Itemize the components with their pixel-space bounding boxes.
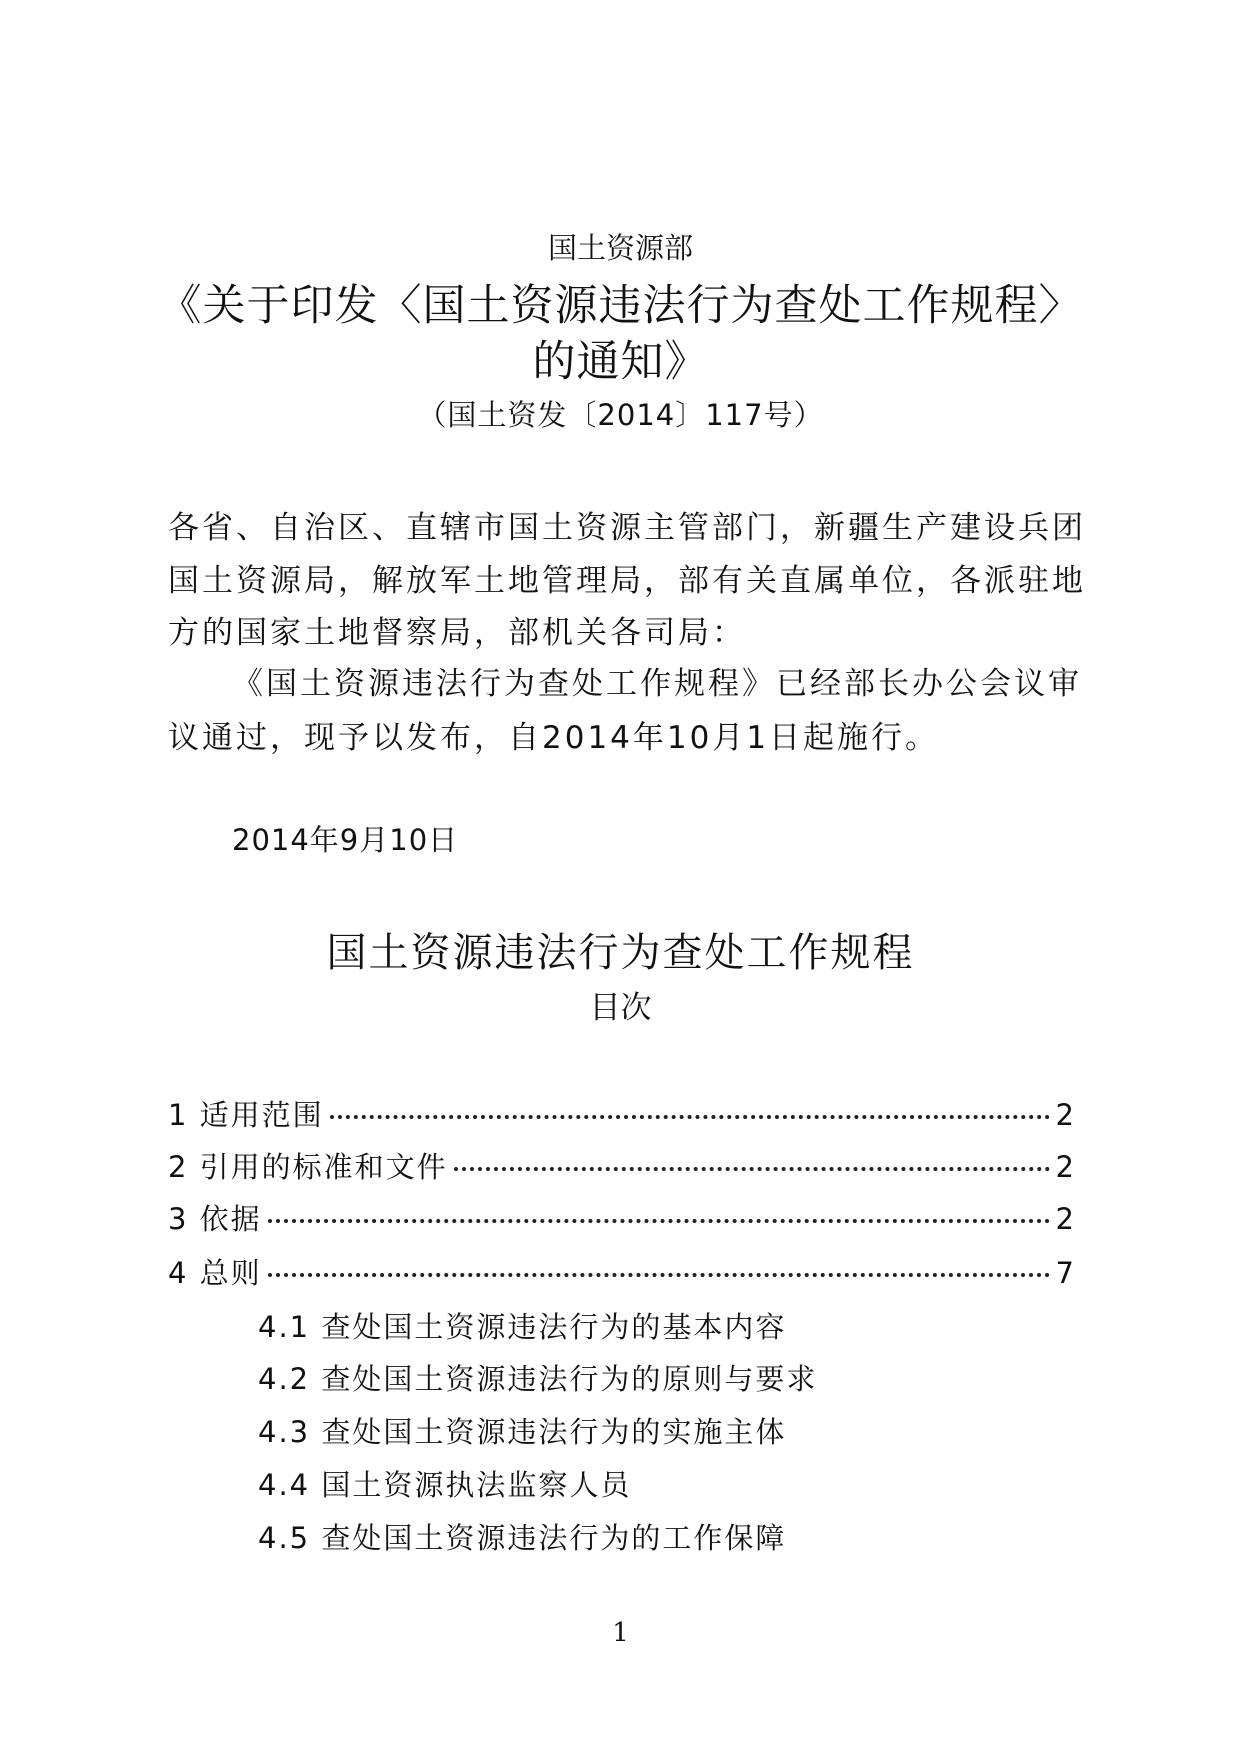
- issue-date: 2014年9月10日: [232, 823, 459, 857]
- toc-entry-label: 1 适用范围: [168, 1098, 324, 1132]
- addressee-line: 国土资源局，解放军土地管理局，部有关直属单位，各派驻地: [168, 563, 1086, 599]
- toc-subentry[interactable]: 4.3 查处国土资源违法行为的实施主体: [258, 1415, 787, 1449]
- toc-dot-leader: [330, 1115, 1050, 1119]
- toc-entry-page: 7: [1055, 1256, 1074, 1290]
- notice-title-line-2: 的通知》: [532, 337, 709, 387]
- toc-heading: 目次: [589, 990, 652, 1026]
- toc-entry[interactable]: [168, 1145, 1074, 1186]
- body-paragraph-line: 《国土资源违法行为查处工作规程》已经部长办公会议审: [232, 666, 1082, 702]
- toc-entry-label: 2 引用的标准和文件: [168, 1150, 448, 1184]
- regulation-title: 国土资源违法行为查处工作规程: [326, 930, 915, 976]
- toc-subentry[interactable]: 4.1 查处国土资源违法行为的基本内容: [258, 1310, 787, 1344]
- toc-subentry[interactable]: 4.5 查处国土资源违法行为的工作保障: [258, 1521, 787, 1555]
- toc-subentry[interactable]: 4.2 查处国土资源违法行为的原则与要求: [258, 1362, 818, 1396]
- notice-title-line-1: 《关于印发〈国土资源违法行为查处工作规程〉: [158, 281, 1083, 331]
- toc-entry[interactable]: [168, 1093, 1074, 1134]
- toc-entry-page: 2: [1055, 1202, 1074, 1236]
- toc-entry-label: 4 总则: [168, 1256, 262, 1290]
- page-number: 1: [612, 1618, 629, 1648]
- addressee-line: 方的国家土地督察局，部机关各司局：: [168, 615, 746, 651]
- body-paragraph-line: 议通过，现予以发布，自2014年10月1日起施行。: [168, 720, 940, 756]
- toc-entry-label: 3 依据: [168, 1202, 262, 1236]
- addressee-line: 各省、自治区、直辖市国土资源主管部门，新疆生产建设兵团: [168, 510, 1086, 546]
- toc-dot-leader: [268, 1219, 1050, 1223]
- document-number: （国土资发〔2014〕117号）: [417, 398, 824, 432]
- toc-dot-leader: [454, 1167, 1050, 1171]
- toc-entry[interactable]: [168, 1197, 1074, 1238]
- toc-entry-page: 2: [1055, 1098, 1074, 1132]
- toc-entry-page: 2: [1055, 1150, 1074, 1184]
- toc-subentry[interactable]: 4.4 国土资源执法监察人员: [258, 1468, 632, 1502]
- issuer: 国土资源部: [547, 231, 693, 265]
- toc-entry[interactable]: [168, 1251, 1074, 1292]
- toc-dot-leader: [268, 1273, 1050, 1277]
